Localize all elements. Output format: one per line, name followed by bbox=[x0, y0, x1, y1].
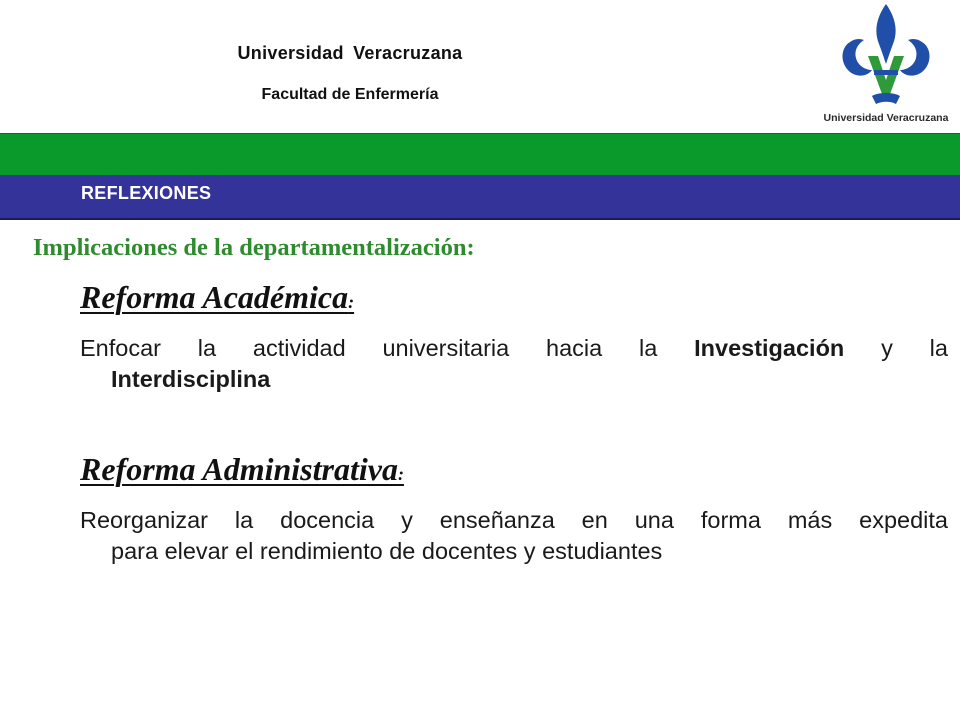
subtitle: Implicaciones de la departamentalización: bbox=[33, 234, 475, 261]
fleur-de-lis-v-emblem-icon bbox=[843, 4, 930, 104]
faculty-title: Facultad de Enfermería bbox=[261, 86, 439, 103]
heading-text: Reforma Académica bbox=[80, 279, 349, 315]
heading-colon: : bbox=[348, 292, 355, 312]
text-run: Enfocar la actividad universitaria hacia la bbox=[80, 335, 695, 361]
text-run-bold: Investigación bbox=[694, 335, 845, 361]
paragraph-academica bbox=[80, 333, 948, 395]
paragraph-line: Reorganizar la docencia y enseñanza en una forma más expedita bbox=[80, 507, 948, 533]
heading-reforma-administrativa bbox=[80, 451, 404, 488]
university-title: Universidad Veracruzana bbox=[237, 43, 463, 63]
paragraph-line: para elevar el rendimiento de docentes y estudiantes bbox=[111, 538, 663, 564]
text-run: y la bbox=[844, 335, 948, 361]
green-banner bbox=[0, 133, 960, 177]
logo-wordmark: Universidad Veracruzana bbox=[823, 112, 949, 124]
university-logo bbox=[812, 0, 960, 130]
paragraph-line: Interdisciplina bbox=[111, 366, 271, 392]
heading-colon: : bbox=[397, 464, 404, 484]
heading-reforma-academica bbox=[80, 279, 354, 316]
section-label: REFLEXIONES bbox=[81, 183, 212, 203]
heading-text: Reforma Administrativa bbox=[80, 451, 398, 487]
paragraph-line bbox=[80, 333, 948, 364]
paragraph-administrativa bbox=[80, 505, 948, 567]
